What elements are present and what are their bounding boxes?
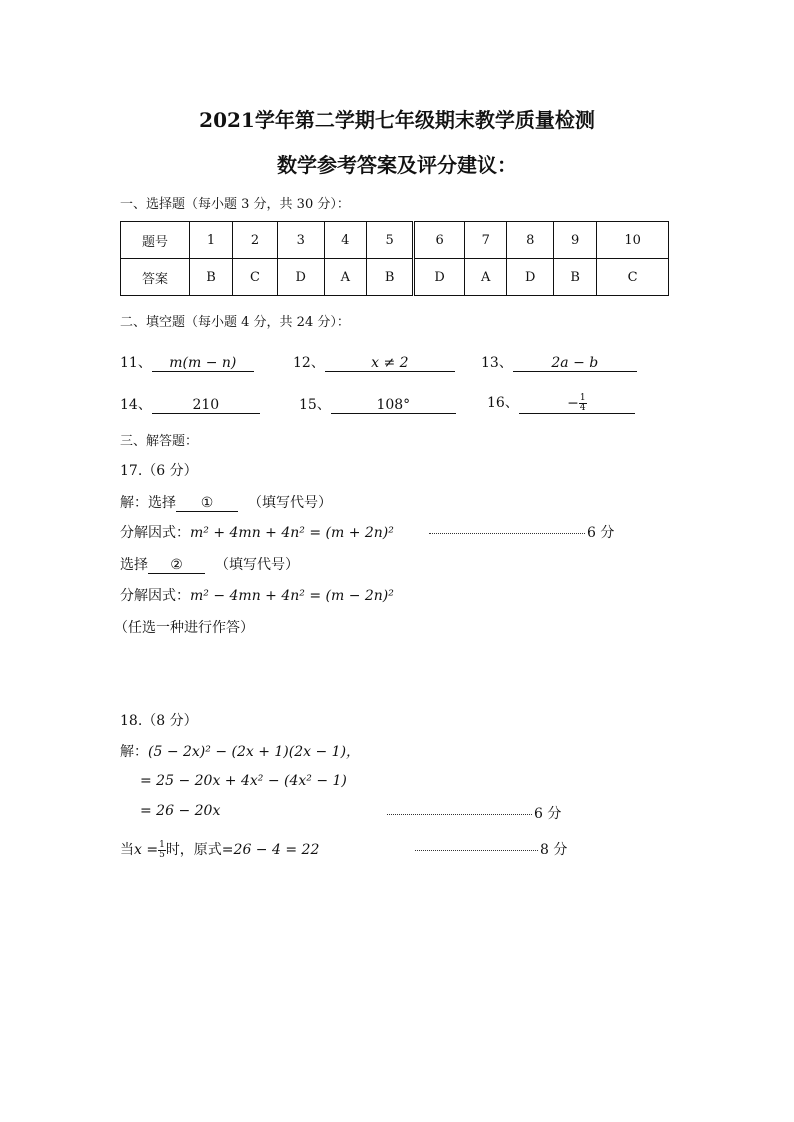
fill-item-11 <box>120 352 254 372</box>
text: 分解因式： <box>120 588 190 604</box>
text: 解：选择 <box>120 495 176 511</box>
q18-label: 18.（8 分） <box>120 713 198 729</box>
table-cell: 2 <box>233 222 278 259</box>
q18-line4 <box>120 839 319 860</box>
text: 当 <box>120 842 134 858</box>
choice-blank: ② <box>148 558 205 574</box>
fill-item-12 <box>293 352 455 372</box>
item-number: 14、 <box>120 397 152 413</box>
fraction <box>579 394 587 413</box>
denominator: 5 <box>159 849 165 860</box>
table-cell: C <box>233 259 278 296</box>
dotted-leader <box>387 814 532 815</box>
fill-answer <box>519 394 635 414</box>
text: 解： <box>120 744 148 760</box>
answer-table <box>120 221 669 296</box>
q17-label: 17.（6 分） <box>120 463 198 479</box>
table-cell: B <box>554 259 597 296</box>
table-cell: 6 <box>414 222 465 259</box>
fill-item-15 <box>299 394 456 414</box>
table-header-question: 题号 <box>121 222 190 259</box>
q18-score-2 <box>415 839 567 859</box>
table-cell: 10 <box>597 222 669 259</box>
table-cell: 9 <box>554 222 597 259</box>
math-variable: x = <box>134 842 159 858</box>
fill-item-13 <box>481 352 637 372</box>
math-expression: m² + 4mn + 4n² = (m + 2n)² <box>190 525 394 541</box>
fill-answer: 2a − b <box>513 356 637 372</box>
score: 8 分 <box>540 842 568 858</box>
table-cell: D <box>277 259 324 296</box>
math-expression: = 25 − 20x + 4x² − (4x² − 1) <box>140 773 347 789</box>
table-cell: D <box>507 259 554 296</box>
minus-sign: − <box>567 395 579 411</box>
choice-blank: ① <box>176 496 238 512</box>
fill-item-16 <box>487 392 635 414</box>
fill-answer: 108° <box>331 398 456 414</box>
doc-title: 2021学年第二学期七年级期末教学质量检测 <box>199 108 595 132</box>
section2-heading: 二、填空题（每小题 4 分，共 24 分）： <box>120 315 350 330</box>
table-header-answer: 答案 <box>121 259 190 296</box>
item-number: 15、 <box>299 397 331 413</box>
fill-answer: m(m − n) <box>152 356 254 372</box>
q17-line2 <box>120 522 394 542</box>
q17-line3 <box>120 554 299 574</box>
score: 6 分 <box>587 525 615 541</box>
table-cell: D <box>414 259 465 296</box>
text: （填写代号） <box>215 557 299 573</box>
item-number: 11、 <box>120 355 152 371</box>
numerator: 1 <box>579 392 586 403</box>
text: （填写代号） <box>248 495 332 511</box>
table-cell: C <box>597 259 669 296</box>
table-row-questions <box>121 222 669 259</box>
q17-score-1 <box>429 522 614 542</box>
math-expression: m² − 4mn + 4n² = (m − 2n)² <box>190 588 394 604</box>
item-number: 16、 <box>487 395 519 411</box>
math-expression: = 26 − 20x <box>140 803 221 819</box>
dotted-leader <box>429 533 585 534</box>
item-number: 12、 <box>293 355 325 371</box>
numerator: 1 <box>159 839 165 850</box>
text: 选择 <box>120 557 148 573</box>
fill-item-14 <box>120 394 260 414</box>
math-expression: (5 − 2x)² − (2x + 1)(2x − 1)， <box>148 744 361 760</box>
item-number: 13、 <box>481 355 513 371</box>
text: 分解因式： <box>120 525 190 541</box>
q18-line2 <box>140 773 347 789</box>
doc-subtitle: 数学参考答案及评分建议： <box>277 153 517 177</box>
section1-heading: 一、选择题（每小题 3 分，共 30 分）： <box>120 197 350 212</box>
section3-heading: 三、解答题： <box>120 434 199 449</box>
table-cell: B <box>190 259 233 296</box>
score: 6 分 <box>534 806 562 822</box>
q18-line1 <box>120 741 360 761</box>
table-cell: A <box>324 259 366 296</box>
dotted-leader <box>415 850 538 851</box>
table-cell: 5 <box>366 222 413 259</box>
fraction <box>158 841 166 860</box>
denominator: 4 <box>579 402 586 413</box>
q17-line4 <box>120 585 394 605</box>
table-cell: A <box>465 259 507 296</box>
fill-answer: 210 <box>152 398 260 414</box>
table-cell: 7 <box>465 222 507 259</box>
fill-answer: x ≠ 2 <box>325 356 455 372</box>
table-cell: 1 <box>190 222 233 259</box>
q18-line3 <box>140 803 220 819</box>
q17-note: （任选一种进行作答） <box>114 620 254 636</box>
table-cell: 3 <box>277 222 324 259</box>
math-expression: 26 − 4 = 22 <box>233 842 320 858</box>
text: 时，原式= <box>165 842 234 858</box>
q17-line1 <box>120 492 332 512</box>
q18-score-1 <box>387 803 561 823</box>
table-row-answers <box>121 259 669 296</box>
table-cell: 8 <box>507 222 554 259</box>
table-cell: B <box>366 259 413 296</box>
table-cell: 4 <box>324 222 366 259</box>
